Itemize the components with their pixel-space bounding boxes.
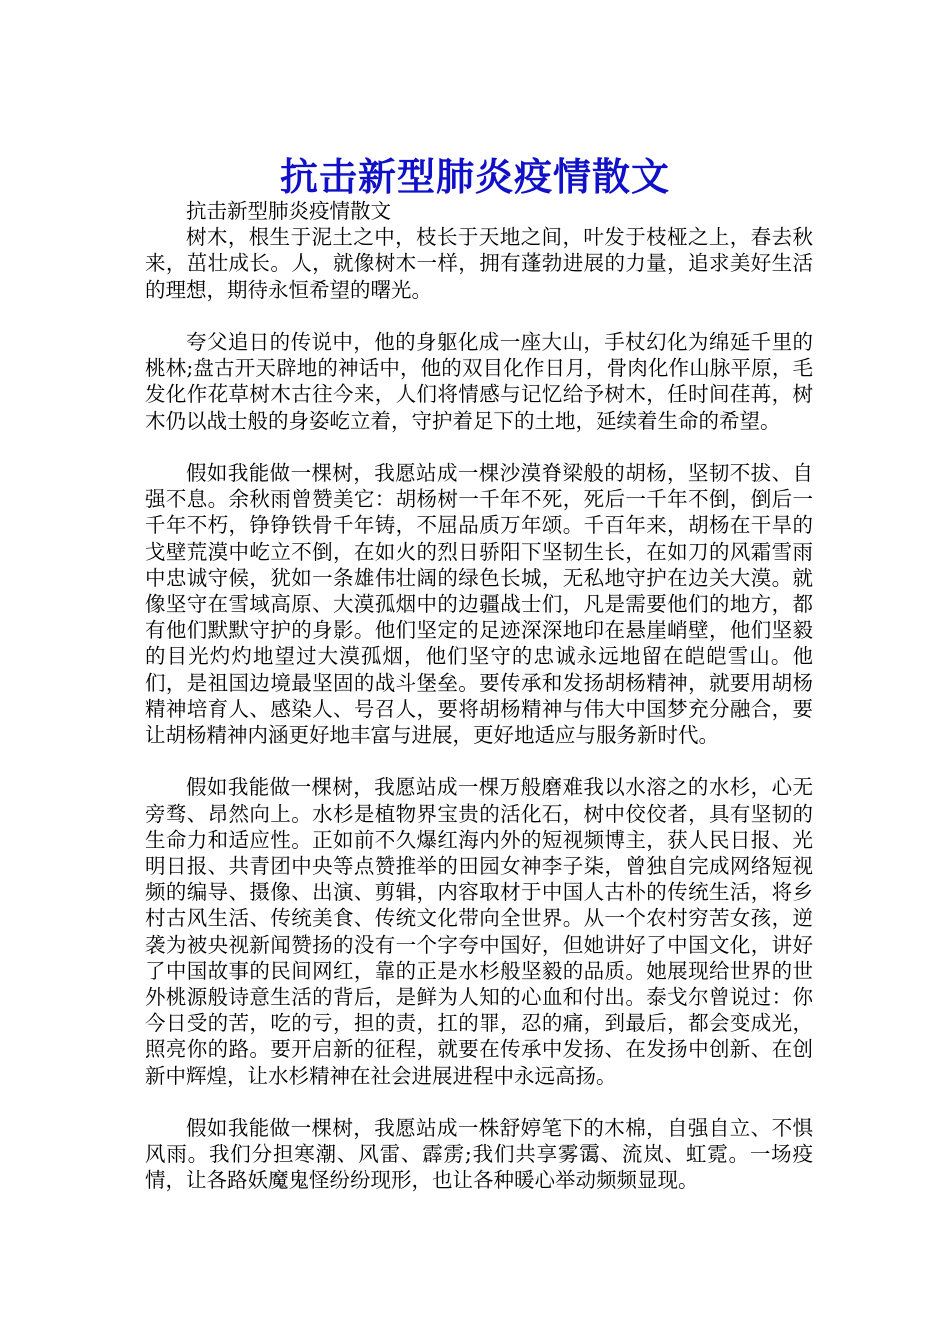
document-subtitle: 抗击新型肺炎疫情散文 <box>186 199 391 223</box>
paragraph-1: 树木，根生于泥土之中，枝长于天地之间，叶发于枝桠之上，春去秋来，茁壮成长。人，就像树木一样，拥有蓬勃进展的力量，追求美好生活的理想，期待永恒希望的曙光。 <box>145 225 813 302</box>
paragraph-3: 假如我能做一棵树，我愿站成一棵沙漠脊梁般的胡杨，坚韧不拔、自强不息。余秋雨曾赞美它：胡杨树一千年不死，死后一千年不倒，倒后一千年不朽，铮铮铁骨千年铸，不屈品质万年颂。千百年来，胡杨在干旱的戈壁荒漠中屹立不倒，在如火的烈日骄阳下坚韧生长，在如刀的风霜雪雨中忠诚守候，犹如一条雄伟壮阔的绿色长城，无私地守护在边关大漠。就像坚守在雪域高原、大漠孤烟中的边疆战士们，凡是需要他们的地方，都有他们默默守护的身影。他们坚定的足迹深深地印在悬崖峭壁，他们坚毅的目光灼灼地望过大漠孤烟，他们坚守的忠诚永远地留在皑皑雪山。他们，是祖国边境最坚固的战斗堡垒。要传承和发扬胡杨精神，就要用胡杨精神培育人、感染人、号召人，要将胡杨精神与伟大中国梦充分融合，要让胡杨精神内涵更好地丰富与进展，更好地适应与服务新时代。 <box>145 461 813 748</box>
document-title: 抗击新型肺炎疫情散文 <box>279 154 670 200</box>
paragraph-4: 假如我能做一棵树，我愿站成一棵万般磨难我以水溶之的水杉，心无旁骛、昂然向上。水杉是植物界宝贵的活化石，树中佼佼者，具有坚韧的生命力和适应性。正如前不久爆红海内外的短视频博主，获人民日报、光明日报、共青团中央等点赞推举的田园女神李子柒，曾独自完成网络短视频的编导、摄像、出演、剪辑，内容取材于中国人古朴的传统生活，将乡村古风生活、传统美食、传统文化带向全世界。从一个农村穷苦女孩，逆袭为被央视新闻赞扬的没有一个字夸中国好，但她讲好了中国文化，讲好了中国故事的民间网红，靠的正是水杉般坚毅的品质。她展现给世界的世外桃源般诗意生活的背后，是鲜为人知的心血和付出。泰戈尔曾说过：你今日受的苦，吃的亏，担的责，扛的罪，忍的痛，到最后，都会变成光，照亮你的路。要开启新的征程，就要在传承中发扬、在发扬中创新、在创新中辉煌，让水杉精神在社会进展进程中永远高扬。 <box>145 775 813 1088</box>
paragraph-2: 夸父追日的传说中，他的身躯化成一座大山，手杖幻化为绵延千里的桃林;盘古开天辟地的神话中，他的双目化作日月，骨肉化作山脉平原，毛发化作花草树木古往今来，人们将情感与记忆给予树木，任时间荏苒，树木仍以战士般的身姿屹立着，守护着足下的土地，延续着生命的希望。 <box>145 330 813 433</box>
paragraph-5: 假如我能做一棵树，我愿站成一株舒婷笔下的木棉，自强自立、不惧风雨。我们分担寒潮、风雷、霹雳;我们共享雾霭、流岚、虹霓。一场疫情，让各路妖魔鬼怪纷纷现形，也让各种暖心举动频频显现。 <box>145 1116 813 1193</box>
document-body <box>145 198 813 1194</box>
